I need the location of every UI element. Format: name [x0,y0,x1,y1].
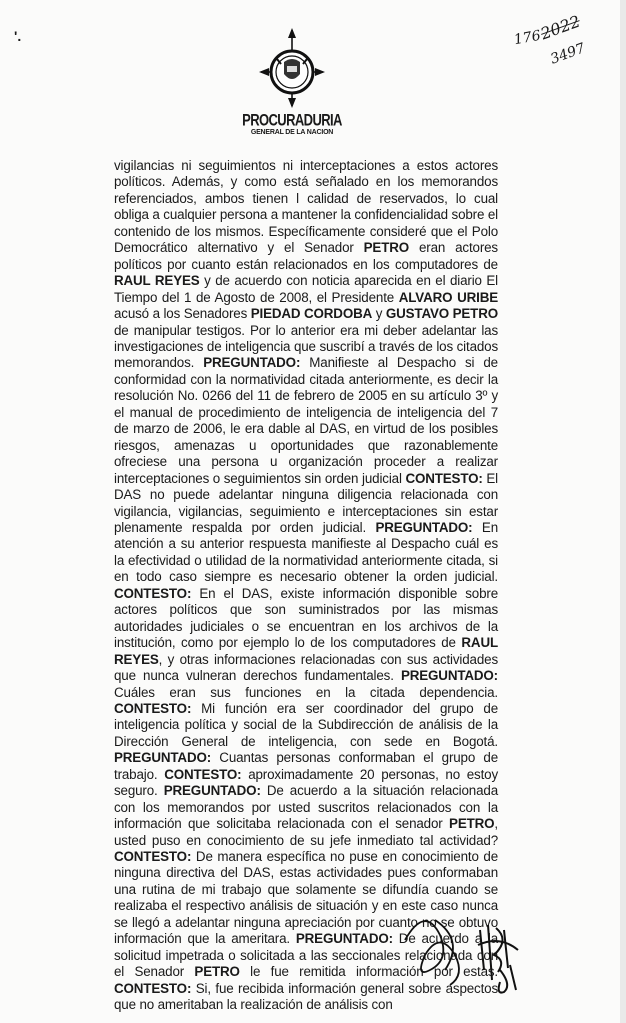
folio-top: 176 [512,27,542,49]
folio-bottom: 3497 [548,40,588,68]
bold-run: GUSTAVO PETRO [385,306,498,322]
bold-run: CONTESTO: [114,585,192,601]
bold-run: RAUL REYES [114,273,200,289]
bold-run: PREGUNTADO: [203,355,301,371]
bold-run: PREGUNTADO: [295,931,393,947]
bold-run: CONTESTO: [114,700,192,716]
bold-run: PETRO [449,816,495,832]
org-subtitle: GENERAL DE LA NACION [250,129,334,136]
folio-mid: 2022 [537,11,583,44]
bold-run: RAUL REYES [114,635,498,667]
handwritten-initials [470,910,530,1000]
bold-run: CONTESTO: [405,470,483,486]
bold-run: ALVARO URIBE [398,289,498,305]
corner-mark: '. [14,28,22,44]
bold-run: PETRO [363,240,410,256]
org-name: PROCURADURIA [242,109,342,130]
coat-of-arms-icon [257,28,327,108]
bold-run: PREGUNTADO: [375,519,473,535]
folio-annotation [510,12,590,72]
testimony-text [114,158,498,1014]
bold-run: CONTESTO: [164,766,242,782]
page-edge [620,0,626,1023]
letterhead [232,28,352,136]
bold-run: CONTESTO: [114,849,192,865]
bold-run: PREGUNTADO: [114,750,212,766]
testimony-paragraph: vigilancias ni seguimientos ni interceptaciones a estos actores políticos. Además, y como está señalado en los memorandos referenciados, ambos tienen l calidad de reservados, lo cual obliga a cualquier persona a mantener la confidencialidad sobre el contenido de los mismos. Específicamente consideré que el Polo Democrático alternativo y el Senador PETRO eran actores políticos por cuanto están relacionados en los computadores de RAUL REYES y de acuerdo con noticia aparecida en el diario El Tiempo del 1 de Agosto de 2008, el Presidente ALVARO URIBE acusó a los Senadores PIEDAD CORDOBA y GUSTAVO PETRO de manipular testigos. Por lo anterior era mi deber adelantar las investigaciones de inteligencia que suscribí a través de los citados memorandos. PREGUNTADO: Manifieste al Despacho si de conformidad con la normatividad citada anteriormente, es decir la resolución No. 0266 del 11 de febrero de 2005 en su artículo 3º y el manual de procedimiento de inteligencia de inteligencia del 7 de marzo de 2006, le era dable al DAS, en virtud de los posibles riesgos, amenazas u oportunidades que razonablemente ofreciese una persona u organización proceder a realizar interceptaciones o seguimientos sin orden judicial CONTESTO: El DAS no puede adelantar ninguna diligencia relacionada con vigilancia, vigilancias, seguimiento e interceptaciones sin estar plenamente respalda por orden judicial. PREGUNTADO: En atención a su anterior respuesta manifieste al Despacho cuál es la efectividad o utilidad de la normatividad anteriormente citada, si en todo caso siempre es necesario obtener la orden judicial. CONTESTO: En el DAS, existe información disponible sobre actores políticos que son suministrados por las mismas autoridades judiciales o se encuentran en los archivos de la institución, como por ejemplo lo de los computadores de RAUL REYES, y otras informaciones relacionadas con sus actividades que nunca vulneran derechos fundamentales. PREGUNTADO: Cuáles eran sus funciones en la citada dependencia. CONTESTO: Mi función era ser coordinador del grupo de inteligencia política y social de la Subdirección de análisis de la Dirección General de inteligencia, con sede en Bogotá. PREGUNTADO: Cuantas personas conformaban el grupo de trabajo. CONTESTO: aproximadamente 20 personas, no estoy seguro. PREGUNTADO: De acuerdo a la situación relacionada con los memorandos por usted suscritos relacionados con la información que solicitaba relacionada con el senador PETRO, usted puso en conocimiento de su jefe inmediato tal actividad? CONTESTO: De manera específica no puse en conocimiento de ninguna directiva del DAS, estas actividades pues conformaban una rutina de mi trabajo que solamente se difundía cuando se realizaba el respectivo análisis de situación y en este caso nunca se llegó a adelantar ninguna apreciación por cuanto no se obtuvo información que la ameritara. PREGUNTADO: De acuerdo a la solicitud impetrada o solicitada a las seccionales relacionada con el Senador PETRO le fue remitida información por estas. CONTESTO: Si, fue recibida información general sobre aspectos que no ameritaban la realización de análisis con [114,158,499,1013]
bold-run: PETRO [194,964,240,980]
bold-run: PREGUNTADO: [400,668,498,684]
bold-run: CONTESTO: [114,980,192,996]
bold-run: PIEDAD CORDOBA [250,306,373,322]
bold-run: PREGUNTADO: [163,783,261,799]
